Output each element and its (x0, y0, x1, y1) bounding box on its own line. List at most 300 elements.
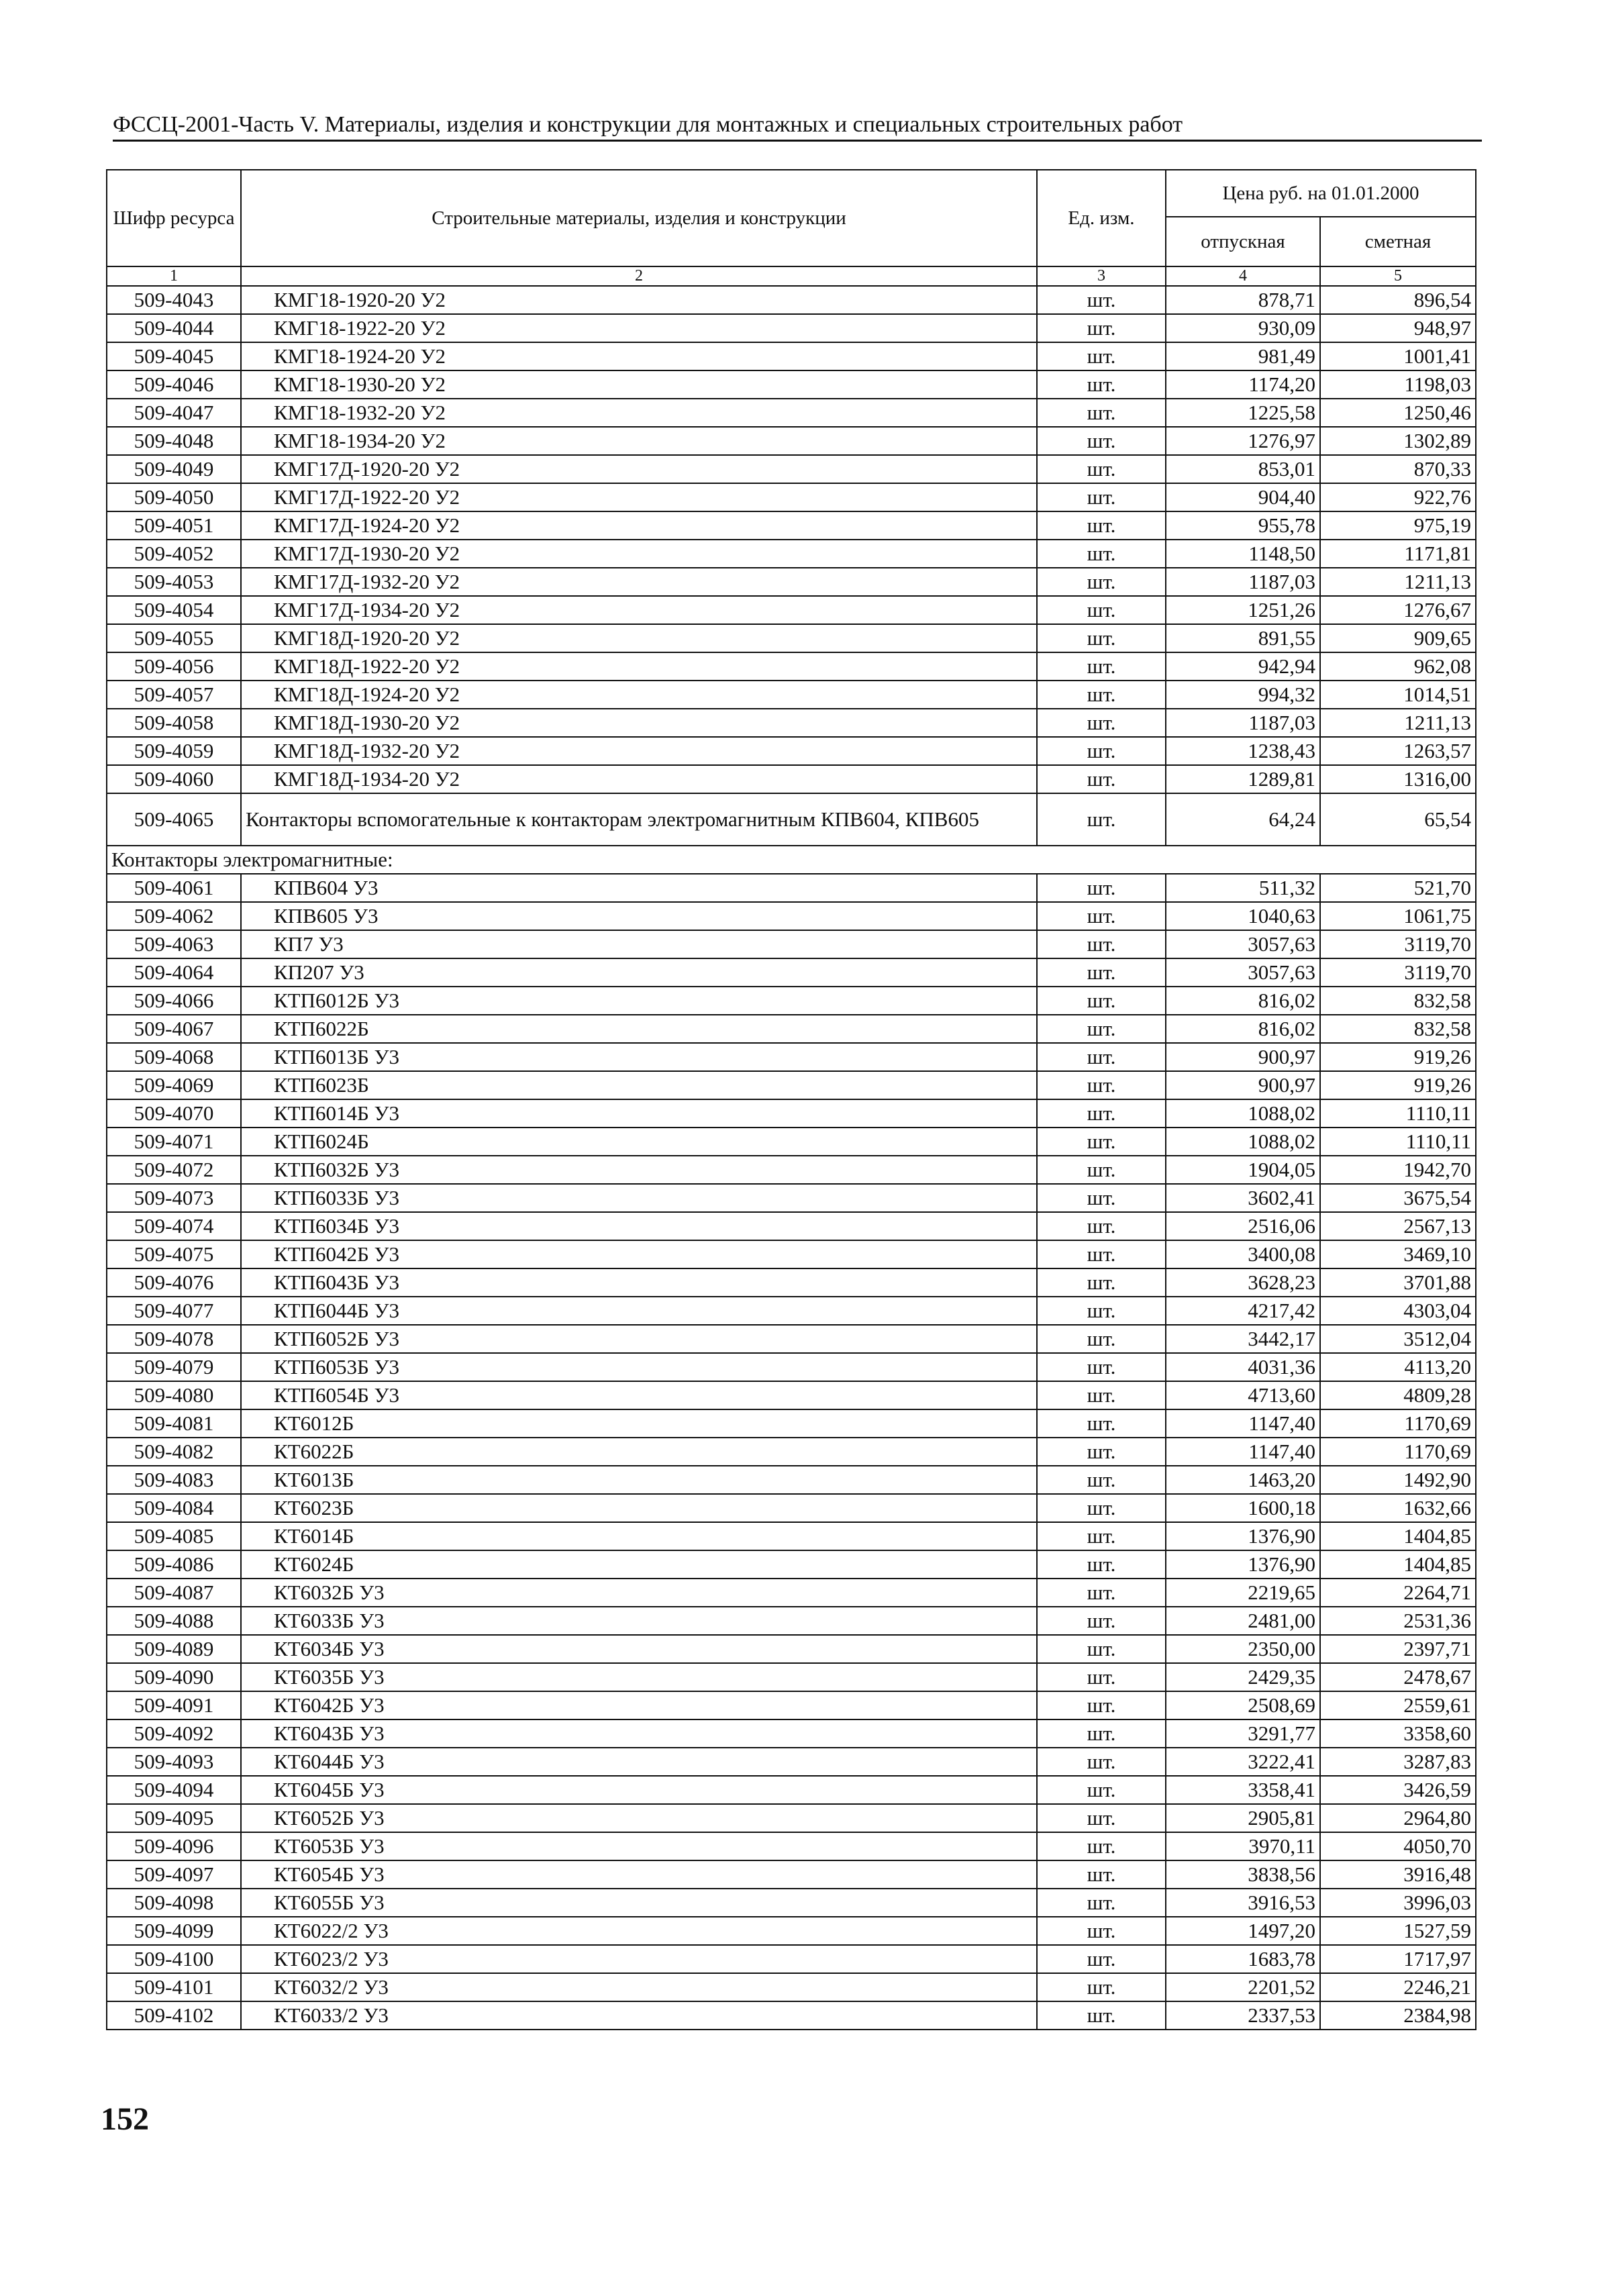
release-price-cell: 3970,11 (1166, 1832, 1320, 1860)
estimate-price-cell: 3996,03 (1320, 1889, 1476, 1917)
table-row (107, 793, 1476, 846)
release-price-cell: 900,97 (1166, 1071, 1320, 1099)
resource-code-cell: 509-4063 (107, 930, 241, 958)
release-price-cell: 1088,02 (1166, 1099, 1320, 1128)
estimate-price-cell: 3469,10 (1320, 1240, 1476, 1268)
table-row (107, 1438, 1476, 1466)
unit-cell: шт. (1037, 1550, 1166, 1579)
unit-cell: шт. (1037, 1776, 1166, 1804)
unit-cell: шт. (1037, 596, 1166, 624)
release-price-cell: 1147,40 (1166, 1438, 1320, 1466)
estimate-price-cell: 1276,67 (1320, 596, 1476, 624)
estimate-price-cell: 1014,51 (1320, 681, 1476, 709)
material-name-cell: КТ6024Б (241, 1550, 1037, 1579)
unit-cell: шт. (1037, 286, 1166, 314)
estimate-price-cell: 2531,36 (1320, 1607, 1476, 1635)
resource-code-cell: 509-4075 (107, 1240, 241, 1268)
unit-cell: шт. (1037, 1889, 1166, 1917)
column-header-unit: Ед. изм. (1037, 170, 1166, 266)
material-name-cell: КТ6023/2 У3 (241, 1945, 1037, 1973)
table-row (107, 483, 1476, 511)
resource-code-cell: 509-4069 (107, 1071, 241, 1099)
unit-cell: шт. (1037, 1917, 1166, 1945)
table-row (107, 1579, 1476, 1607)
column-number: 3 (1037, 266, 1166, 286)
material-name-cell: КТ6044Б У3 (241, 1748, 1037, 1776)
table-row (107, 1776, 1476, 1804)
release-price-cell: 1187,03 (1166, 709, 1320, 737)
release-price-cell: 1904,05 (1166, 1156, 1320, 1184)
release-price-cell: 891,55 (1166, 624, 1320, 652)
release-price-cell: 900,97 (1166, 1043, 1320, 1071)
unit-cell: шт. (1037, 568, 1166, 596)
estimate-price-cell: 1170,69 (1320, 1409, 1476, 1438)
estimate-price-cell: 1001,41 (1320, 342, 1476, 370)
release-price-cell: 904,40 (1166, 483, 1320, 511)
resource-code-cell: 509-4049 (107, 455, 241, 483)
unit-cell: шт. (1037, 342, 1166, 370)
resource-code-cell: 509-4095 (107, 1804, 241, 1832)
unit-cell: шт. (1037, 1353, 1166, 1381)
resource-code-cell: 509-4071 (107, 1128, 241, 1156)
page-header: ФССЦ-2001-Часть V. Материалы, изделия и конструкции для монтажных и специальных строительных работ (113, 111, 1482, 142)
resource-code-cell: 509-4052 (107, 540, 241, 568)
resource-code-cell: 509-4100 (107, 1945, 241, 1973)
material-name-cell: КТП6043Б У3 (241, 1268, 1037, 1297)
estimate-price-cell: 870,33 (1320, 455, 1476, 483)
release-price-cell: 2350,00 (1166, 1635, 1320, 1663)
estimate-price-cell: 1171,81 (1320, 540, 1476, 568)
release-price-cell: 994,32 (1166, 681, 1320, 709)
table-row (107, 1804, 1476, 1832)
table-row (107, 1240, 1476, 1268)
release-price-cell: 3057,63 (1166, 930, 1320, 958)
release-price-cell: 1289,81 (1166, 765, 1320, 793)
estimate-price-cell: 1404,85 (1320, 1550, 1476, 1579)
unit-cell: шт. (1037, 1240, 1166, 1268)
estimate-price-cell: 4050,70 (1320, 1832, 1476, 1860)
resource-code-cell: 509-4047 (107, 399, 241, 427)
estimate-price-cell: 962,08 (1320, 652, 1476, 681)
table-row (107, 1466, 1476, 1494)
material-name-cell: КПВ605 У3 (241, 902, 1037, 930)
table-row (107, 1550, 1476, 1579)
resource-code-cell: 509-4083 (107, 1466, 241, 1494)
table-row (107, 342, 1476, 370)
unit-cell: шт. (1037, 1438, 1166, 1466)
estimate-price-cell: 1942,70 (1320, 1156, 1476, 1184)
resource-code-cell: 509-4050 (107, 483, 241, 511)
material-name-cell: КТ6014Б (241, 1522, 1037, 1550)
estimate-price-cell: 1316,00 (1320, 765, 1476, 793)
unit-cell: шт. (1037, 370, 1166, 399)
table-row (107, 1494, 1476, 1522)
material-name-cell: КТ6023Б (241, 1494, 1037, 1522)
resource-code-cell: 509-4043 (107, 286, 241, 314)
resource-code-cell: 509-4082 (107, 1438, 241, 1466)
release-price-cell: 1376,90 (1166, 1550, 1320, 1579)
unit-cell: шт. (1037, 1691, 1166, 1719)
estimate-price-cell: 1302,89 (1320, 427, 1476, 455)
unit-cell: шт. (1037, 1156, 1166, 1184)
resource-code-cell: 509-4046 (107, 370, 241, 399)
release-price-cell: 3838,56 (1166, 1860, 1320, 1889)
table-row (107, 399, 1476, 427)
resource-code-cell: 509-4097 (107, 1860, 241, 1889)
price-table (106, 169, 1476, 2030)
unit-cell: шт. (1037, 624, 1166, 652)
table-row (107, 511, 1476, 540)
table-row (107, 370, 1476, 399)
estimate-price-cell: 1404,85 (1320, 1522, 1476, 1550)
table-row (107, 286, 1476, 314)
unit-cell: шт. (1037, 987, 1166, 1015)
resource-code-cell: 509-4093 (107, 1748, 241, 1776)
resource-code-cell: 509-4101 (107, 1973, 241, 2001)
estimate-price-cell: 1061,75 (1320, 902, 1476, 930)
release-price-cell: 816,02 (1166, 987, 1320, 1015)
estimate-price-cell: 1250,46 (1320, 399, 1476, 427)
resource-code-cell: 509-4072 (107, 1156, 241, 1184)
table-row (107, 2001, 1476, 2030)
release-price-cell: 1600,18 (1166, 1494, 1320, 1522)
release-price-cell: 4217,42 (1166, 1297, 1320, 1325)
unit-cell: шт. (1037, 1663, 1166, 1691)
resource-code-cell: 509-4102 (107, 2001, 241, 2030)
table-row (107, 1015, 1476, 1043)
release-price-cell: 2219,65 (1166, 1579, 1320, 1607)
estimate-price-cell: 832,58 (1320, 987, 1476, 1015)
release-price-cell: 1463,20 (1166, 1466, 1320, 1494)
unit-cell: шт. (1037, 1381, 1166, 1409)
release-price-cell: 2508,69 (1166, 1691, 1320, 1719)
release-price-cell: 1148,50 (1166, 540, 1320, 568)
material-name-cell: КТ6022Б (241, 1438, 1037, 1466)
unit-cell: шт. (1037, 1719, 1166, 1748)
unit-cell: шт. (1037, 652, 1166, 681)
unit-cell: шт. (1037, 765, 1166, 793)
material-name-cell: КТП6042Б У3 (241, 1240, 1037, 1268)
unit-cell: шт. (1037, 1212, 1166, 1240)
material-name-cell: КТ6053Б У3 (241, 1832, 1037, 1860)
resource-code-cell: 509-4057 (107, 681, 241, 709)
unit-cell: шт. (1037, 540, 1166, 568)
material-name-cell: КТ6052Б У3 (241, 1804, 1037, 1832)
table-row (107, 902, 1476, 930)
material-name-cell: КТП6044Б У3 (241, 1297, 1037, 1325)
release-price-cell: 3400,08 (1166, 1240, 1320, 1268)
resource-code-cell: 509-4084 (107, 1494, 241, 1522)
material-name-cell: КТ6054Б У3 (241, 1860, 1037, 1889)
table-row (107, 1663, 1476, 1691)
resource-code-cell: 509-4078 (107, 1325, 241, 1353)
material-name-cell: КТП6032Б У3 (241, 1156, 1037, 1184)
table-row (107, 1184, 1476, 1212)
material-name-cell: КМГ17Д-1924-20 У2 (241, 511, 1037, 540)
unit-cell: шт. (1037, 1635, 1166, 1663)
table-row (107, 987, 1476, 1015)
estimate-price-cell: 1110,11 (1320, 1128, 1476, 1156)
material-name-cell: КТП6033Б У3 (241, 1184, 1037, 1212)
release-price-cell: 981,49 (1166, 342, 1320, 370)
estimate-price-cell: 3358,60 (1320, 1719, 1476, 1748)
table-row (107, 1043, 1476, 1071)
column-header-price: Цена руб. на 01.01.2000 (1166, 170, 1476, 217)
unit-cell: шт. (1037, 1071, 1166, 1099)
unit-cell: шт. (1037, 511, 1166, 540)
estimate-price-cell: 3287,83 (1320, 1748, 1476, 1776)
unit-cell: шт. (1037, 709, 1166, 737)
release-price-cell: 2201,52 (1166, 1973, 1320, 2001)
unit-cell: шт. (1037, 1945, 1166, 1973)
column-number: 5 (1320, 266, 1476, 286)
table-row (107, 1945, 1476, 1973)
unit-cell: шт. (1037, 1804, 1166, 1832)
release-price-cell: 4713,60 (1166, 1381, 1320, 1409)
unit-cell: шт. (1037, 2001, 1166, 2030)
estimate-price-cell: 3701,88 (1320, 1268, 1476, 1297)
table-row (107, 624, 1476, 652)
unit-cell: шт. (1037, 1015, 1166, 1043)
resource-code-cell: 509-4064 (107, 958, 241, 987)
release-price-cell: 1088,02 (1166, 1128, 1320, 1156)
estimate-price-cell: 1211,13 (1320, 709, 1476, 737)
table-row (107, 1212, 1476, 1240)
table-row (107, 1297, 1476, 1325)
table-row (107, 1860, 1476, 1889)
release-price-cell: 930,09 (1166, 314, 1320, 342)
resource-code-cell: 509-4054 (107, 596, 241, 624)
estimate-price-cell: 909,65 (1320, 624, 1476, 652)
material-name-cell: КТ6045Б У3 (241, 1776, 1037, 1804)
release-price-cell: 2516,06 (1166, 1212, 1320, 1240)
estimate-price-cell: 1717,97 (1320, 1945, 1476, 1973)
resource-code-cell: 509-4077 (107, 1297, 241, 1325)
estimate-price-cell: 1211,13 (1320, 568, 1476, 596)
estimate-price-cell: 2246,21 (1320, 1973, 1476, 2001)
group-label: Контакторы электромагнитные: (107, 846, 1476, 874)
release-price-cell: 3358,41 (1166, 1776, 1320, 1804)
resource-code-cell: 509-4096 (107, 1832, 241, 1860)
release-price-cell: 1187,03 (1166, 568, 1320, 596)
unit-cell: шт. (1037, 427, 1166, 455)
unit-cell: шт. (1037, 1128, 1166, 1156)
resource-code-cell: 509-4061 (107, 874, 241, 902)
table-row (107, 1099, 1476, 1128)
resource-code-cell: 509-4051 (107, 511, 241, 540)
table-row (107, 1381, 1476, 1409)
resource-code-cell: 509-4055 (107, 624, 241, 652)
estimate-price-cell: 2567,13 (1320, 1212, 1476, 1240)
resource-code-cell: 509-4048 (107, 427, 241, 455)
unit-cell: шт. (1037, 958, 1166, 987)
material-name-cell: КП7 У3 (241, 930, 1037, 958)
material-name-cell: КМГ18Д-1922-20 У2 (241, 652, 1037, 681)
table-row (107, 737, 1476, 765)
estimate-price-cell: 919,26 (1320, 1071, 1476, 1099)
resource-code-cell: 509-4066 (107, 987, 241, 1015)
resource-code-cell: 509-4087 (107, 1579, 241, 1607)
table-row (107, 455, 1476, 483)
material-name-cell: КМГ18Д-1924-20 У2 (241, 681, 1037, 709)
table-row (107, 1607, 1476, 1635)
release-price-cell: 1225,58 (1166, 399, 1320, 427)
unit-cell: шт. (1037, 930, 1166, 958)
release-price-cell: 2429,35 (1166, 1663, 1320, 1691)
material-name-cell: КПВ604 У3 (241, 874, 1037, 902)
resource-code-cell: 509-4099 (107, 1917, 241, 1945)
material-name-cell: КТ6013Б (241, 1466, 1037, 1494)
resource-code-cell: 509-4086 (107, 1550, 241, 1579)
estimate-price-cell: 3119,70 (1320, 958, 1476, 987)
unit-cell: шт. (1037, 1466, 1166, 1494)
column-header-code: Шифр ресурса (107, 170, 241, 266)
unit-cell: шт. (1037, 1973, 1166, 2001)
table-row (107, 1889, 1476, 1917)
resource-code-cell: 509-4090 (107, 1663, 241, 1691)
material-name-cell: КМГ18Д-1930-20 У2 (241, 709, 1037, 737)
release-price-cell: 3628,23 (1166, 1268, 1320, 1297)
estimate-price-cell: 832,58 (1320, 1015, 1476, 1043)
resource-code-cell: 509-4060 (107, 765, 241, 793)
release-price-cell: 1683,78 (1166, 1945, 1320, 1973)
estimate-price-cell: 1170,69 (1320, 1438, 1476, 1466)
estimate-price-cell: 948,97 (1320, 314, 1476, 342)
table-row (107, 1635, 1476, 1663)
material-name-cell: Контакторы вспомогательные к контакторам электромагнитным КПВ604, КПВ605 (241, 793, 1037, 846)
material-name-cell: КТП6052Б У3 (241, 1325, 1037, 1353)
release-price-cell: 1147,40 (1166, 1409, 1320, 1438)
table-row (107, 568, 1476, 596)
release-price-cell: 3602,41 (1166, 1184, 1320, 1212)
unit-cell: шт. (1037, 1607, 1166, 1635)
material-name-cell: КТ6032/2 У3 (241, 1973, 1037, 2001)
material-name-cell: КТП6013Б У3 (241, 1043, 1037, 1071)
material-name-cell: КТ6022/2 У3 (241, 1917, 1037, 1945)
material-name-cell: КМГ18Д-1932-20 У2 (241, 737, 1037, 765)
estimate-price-cell: 919,26 (1320, 1043, 1476, 1071)
estimate-price-cell: 2397,71 (1320, 1635, 1476, 1663)
estimate-price-cell: 1632,66 (1320, 1494, 1476, 1522)
table-row (107, 765, 1476, 793)
column-number: 2 (241, 266, 1037, 286)
release-price-cell: 2905,81 (1166, 1804, 1320, 1832)
material-name-cell: КТ6043Б У3 (241, 1719, 1037, 1748)
release-price-cell: 1276,97 (1166, 427, 1320, 455)
material-name-cell: КТП6023Б (241, 1071, 1037, 1099)
table-row (107, 1917, 1476, 1945)
material-name-cell: КТ6035Б У3 (241, 1663, 1037, 1691)
estimate-price-cell: 1492,90 (1320, 1466, 1476, 1494)
material-name-cell: КМГ17Д-1932-20 У2 (241, 568, 1037, 596)
table-row (107, 709, 1476, 737)
material-name-cell: КМГ17Д-1922-20 У2 (241, 483, 1037, 511)
resource-code-cell: 509-4080 (107, 1381, 241, 1409)
estimate-price-cell: 896,54 (1320, 286, 1476, 314)
resource-code-cell: 509-4067 (107, 1015, 241, 1043)
table-row (107, 1071, 1476, 1099)
unit-cell: шт. (1037, 1860, 1166, 1889)
material-name-cell: КТ6033Б У3 (241, 1607, 1037, 1635)
unit-cell: шт. (1037, 1325, 1166, 1353)
unit-cell: шт. (1037, 399, 1166, 427)
table-row (107, 540, 1476, 568)
table-row (107, 874, 1476, 902)
resource-code-cell: 509-4044 (107, 314, 241, 342)
resource-code-cell: 509-4073 (107, 1184, 241, 1212)
table-row (107, 1691, 1476, 1719)
table-row (107, 1409, 1476, 1438)
release-price-cell: 3222,41 (1166, 1748, 1320, 1776)
table-row (107, 1522, 1476, 1550)
resource-code-cell: 509-4085 (107, 1522, 241, 1550)
material-name-cell: КТП6034Б У3 (241, 1212, 1037, 1240)
table-row (107, 1719, 1476, 1748)
unit-cell: шт. (1037, 1409, 1166, 1438)
release-price-cell: 1040,63 (1166, 902, 1320, 930)
material-name-cell: КМГ17Д-1930-20 У2 (241, 540, 1037, 568)
release-price-cell: 4031,36 (1166, 1353, 1320, 1381)
release-price-cell: 2481,00 (1166, 1607, 1320, 1635)
table-group-row (107, 846, 1476, 874)
unit-cell: шт. (1037, 902, 1166, 930)
material-name-cell: КТ6042Б У3 (241, 1691, 1037, 1719)
material-name-cell: КТ6012Б (241, 1409, 1037, 1438)
resource-code-cell: 509-4059 (107, 737, 241, 765)
table-row (107, 1973, 1476, 2001)
release-price-cell: 816,02 (1166, 1015, 1320, 1043)
estimate-price-cell: 3426,59 (1320, 1776, 1476, 1804)
table-row (107, 1832, 1476, 1860)
unit-cell: шт. (1037, 1579, 1166, 1607)
material-name-cell: КТП6012Б У3 (241, 987, 1037, 1015)
unit-cell: шт. (1037, 737, 1166, 765)
release-price-cell: 3057,63 (1166, 958, 1320, 987)
release-price-cell: 1174,20 (1166, 370, 1320, 399)
resource-code-cell: 509-4094 (107, 1776, 241, 1804)
table-row (107, 1353, 1476, 1381)
table-body (107, 286, 1476, 2030)
unit-cell: шт. (1037, 1494, 1166, 1522)
estimate-price-cell: 2478,67 (1320, 1663, 1476, 1691)
release-price-cell: 511,32 (1166, 874, 1320, 902)
estimate-price-cell: 2384,98 (1320, 2001, 1476, 2030)
table-row (107, 652, 1476, 681)
page-number: 152 (101, 2101, 149, 2137)
material-name-cell: КТ6032Б У3 (241, 1579, 1037, 1607)
estimate-price-cell: 1263,57 (1320, 737, 1476, 765)
column-number: 1 (107, 266, 241, 286)
resource-code-cell: 509-4065 (107, 793, 241, 846)
material-name-cell: КМГ18-1934-20 У2 (241, 427, 1037, 455)
table-row (107, 1325, 1476, 1353)
unit-cell: шт. (1037, 1748, 1166, 1776)
estimate-price-cell: 1527,59 (1320, 1917, 1476, 1945)
column-header-name: Строительные материалы, изделия и конструкции (241, 170, 1037, 266)
column-header-estimate-price: сметная (1320, 217, 1476, 266)
release-price-cell: 3291,77 (1166, 1719, 1320, 1748)
resource-code-cell: 509-4081 (107, 1409, 241, 1438)
estimate-price-cell: 4113,20 (1320, 1353, 1476, 1381)
unit-cell: шт. (1037, 793, 1166, 846)
estimate-price-cell: 1198,03 (1320, 370, 1476, 399)
unit-cell: шт. (1037, 314, 1166, 342)
resource-code-cell: 509-4079 (107, 1353, 241, 1381)
material-name-cell: КМГ18-1922-20 У2 (241, 314, 1037, 342)
material-name-cell: КМГ18-1924-20 У2 (241, 342, 1037, 370)
table-row (107, 427, 1476, 455)
resource-code-cell: 509-4070 (107, 1099, 241, 1128)
